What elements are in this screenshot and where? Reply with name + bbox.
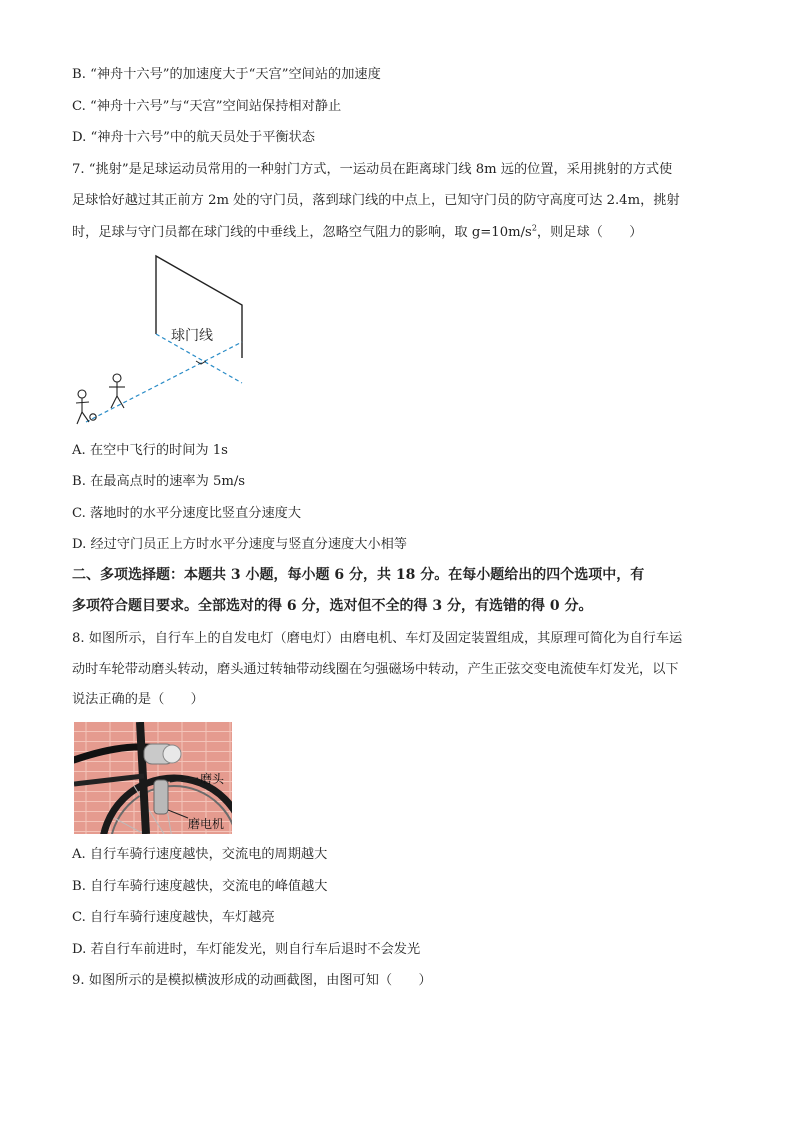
question-7-line-1: 7. “挑射”是足球运动员常用的一种射门方式，一运动员在距离球门线 8m 远的位置，采用挑射的方式使 bbox=[72, 162, 673, 177]
option-d-q6: D. “神舟十六号”中的航天员处于平衡状态 bbox=[72, 130, 315, 145]
question-7-line-3b: ，则足球（ ） bbox=[536, 225, 643, 240]
option-c-q6: C. “神舟十六号”与“天宫”空间站保持相对静止 bbox=[72, 99, 342, 114]
option-c-q7: C. 落地时的水平分速度比竖直分速度大 bbox=[72, 506, 302, 521]
superscript-2: 2 bbox=[531, 223, 537, 233]
question-7-line-3a: 时，足球与守门员都在球门线的中垂线上，忽略空气阻力的影响，取 g=10m/s bbox=[72, 225, 532, 240]
option-a-q7: A. 在空中飞行的时间为 1s bbox=[72, 443, 228, 458]
option-d-q7: D. 经过守门员正上方时水平分速度与竖直分速度大小相等 bbox=[72, 537, 407, 552]
option-d-q8: D. 若自行车前进时，车灯能发光，则自行车后退时不会发光 bbox=[72, 942, 421, 957]
option-b-q8: B. 自行车骑行速度越快，交流电的峰值越大 bbox=[72, 879, 328, 894]
grinding-head-label: 磨头 bbox=[200, 772, 225, 786]
goalkeeper-figure bbox=[109, 374, 125, 408]
question-9-line-1: 9. 如图所示的是模拟横波形成的动画截图，由图可知（ ） bbox=[72, 973, 432, 988]
option-b-q7: B. 在最高点时的速率为 5m/s bbox=[72, 474, 246, 489]
question-7-line-2: 足球恰好越过其正前方 2m 处的守门员，落到球门线的中点上，已知守门员的防守高度可达 2.4m，挑射 bbox=[72, 193, 680, 208]
question-8-line-2: 动时车轮带动磨头转动，磨头通过转轴带动线圈在匀强磁场中转动，产生正弦交变电流使车灯发光，以下 bbox=[72, 662, 679, 677]
goal-line-label: 球门线 bbox=[171, 327, 213, 343]
question-7-line-3 bbox=[72, 224, 642, 242]
option-a-q8: A. 自行车骑行速度越快，交流电的周期越大 bbox=[72, 847, 328, 862]
section-2-heading-line-2: 多项符合题目要求。全部选对的得 6 分，选对但不全的得 3 分，有选错的得 0 分。 bbox=[72, 598, 593, 614]
question-8-line-1: 8. 如图所示，自行车上的自发电灯（磨电灯）由磨电机、车灯及固定装置组成，其原理可简化为自行车运 bbox=[72, 631, 683, 646]
question-8-line-3: 说法正确的是（ ） bbox=[72, 692, 204, 707]
dynamo-label: 磨电机 bbox=[188, 817, 225, 831]
section-2-heading-line-1: 二、多项选择题：本题共 3 小题，每小题 6 分，共 18 分。在每小题给出的四个选项中，有 bbox=[72, 567, 645, 583]
bicycle-dynamo-photo bbox=[74, 722, 232, 834]
option-b-q6: B. “神舟十六号”的加速度大于“天宫”空间站的加速度 bbox=[72, 67, 381, 82]
option-c-q8: C. 自行车骑行速度越快，车灯越亮 bbox=[72, 910, 275, 925]
goal-line-figure bbox=[68, 250, 253, 432]
